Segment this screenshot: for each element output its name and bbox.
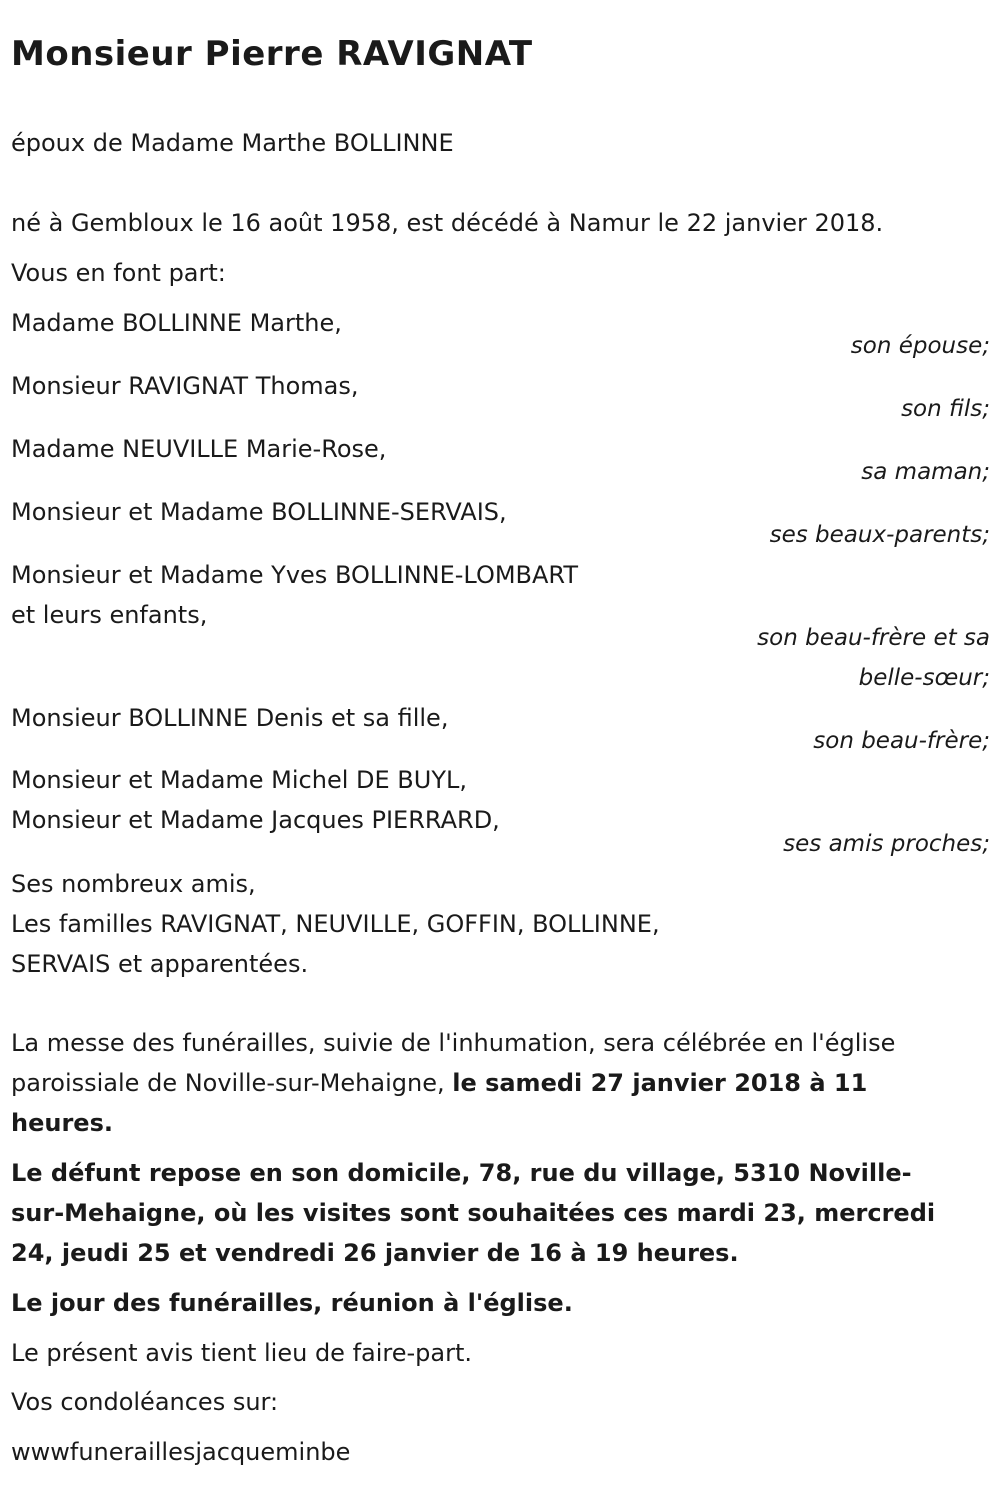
family-role: ses beaux-parents; bbox=[769, 522, 990, 548]
family-name: Madame NEUVILLE Marie-Rose, bbox=[11, 435, 387, 463]
repose-line: sur-Mehaigne, où les visites sont souhaitées ces mardi 23, mercredi bbox=[11, 1199, 936, 1227]
family-role: son beau-frère; bbox=[813, 728, 990, 754]
mass-line: La messe des funérailles, suivie de l'inhumation, sera célébrée en l'église bbox=[11, 1029, 896, 1057]
family-name: Monsieur BOLLINNE Denis et sa fille, bbox=[11, 704, 449, 732]
family-name: Monsieur et Madame BOLLINNE-SERVAIS, bbox=[11, 498, 507, 526]
mass-location: paroissiale de Noville-sur-Mehaigne, bbox=[11, 1069, 453, 1097]
family-name: Monsieur RAVIGNAT Thomas, bbox=[11, 372, 359, 400]
repose-line: 24, jeudi 25 et vendredi 26 janvier de 16 à 19 heures. bbox=[11, 1239, 739, 1267]
birth-death-line: né à Gembloux le 16 août 1958, est décédé à Namur le 22 janvier 2018. bbox=[11, 209, 884, 237]
family-role: son beau-frère et sa bbox=[757, 625, 990, 651]
condolences-label: Vos condoléances sur: bbox=[11, 1388, 279, 1416]
reunion-line: Le jour des funérailles, réunion à l'église. bbox=[11, 1289, 573, 1317]
family-role: son épouse; bbox=[850, 333, 990, 359]
family-role: son fils; bbox=[901, 396, 990, 422]
family-name: Monsieur et Madame Michel DE BUYL, bbox=[11, 766, 467, 794]
family-name: et leurs enfants, bbox=[11, 601, 208, 629]
mass-date: le samedi 27 janvier 2018 à 11 bbox=[452, 1069, 868, 1097]
notice-line: Le présent avis tient lieu de faire-part. bbox=[11, 1339, 473, 1367]
condolences-website[interactable]: wwwfuneraillesjacqueminbe bbox=[11, 1438, 351, 1466]
spouse-line: époux de Madame Marthe BOLLINNE bbox=[11, 129, 454, 157]
mass-time: heures. bbox=[11, 1109, 113, 1137]
page-title: Monsieur Pierre RAVIGNAT bbox=[11, 34, 533, 74]
repose-line: Le défunt repose en son domicile, 78, rue du village, 5310 Noville- bbox=[11, 1159, 912, 1187]
others-line: Les familles RAVIGNAT, NEUVILLE, GOFFIN, BOLLINNE, bbox=[11, 910, 660, 938]
intro-line: Vous en font part: bbox=[11, 259, 226, 287]
family-role: belle-sœur; bbox=[858, 665, 990, 691]
mass-line bbox=[11, 1063, 867, 1103]
family-name: Monsieur et Madame Jacques PIERRARD, bbox=[11, 806, 500, 834]
family-name: Madame BOLLINNE Marthe, bbox=[11, 309, 342, 337]
family-role: ses amis proches; bbox=[783, 831, 990, 857]
family-name: Monsieur et Madame Yves BOLLINNE-LOMBART bbox=[11, 561, 579, 589]
others-line: SERVAIS et apparentées. bbox=[11, 950, 309, 978]
others-line: Ses nombreux amis, bbox=[11, 870, 256, 898]
family-role: sa maman; bbox=[861, 459, 990, 485]
